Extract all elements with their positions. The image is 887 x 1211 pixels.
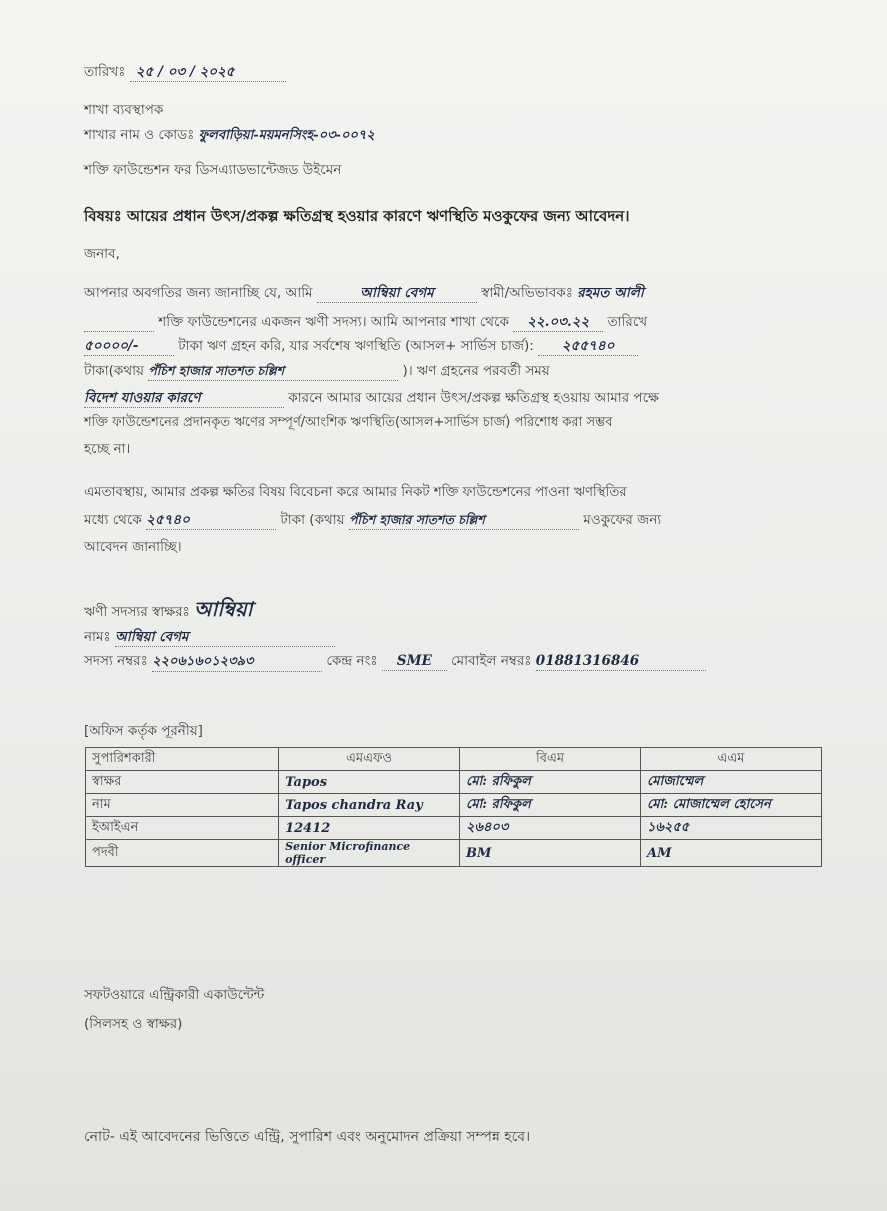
- balance-in-words: পঁচিশ হাজার সাতশত চল্লিশ: [148, 362, 398, 381]
- para1-line7: হচ্ছে না।: [84, 441, 131, 457]
- damage-reason: বিদেশ যাওয়ার কারণে: [84, 389, 284, 408]
- date-value: ২৫ / ০৩ / ২০২৫: [130, 63, 286, 82]
- office-heading: [অফিস কর্তৃক পূরনীয়]: [84, 723, 203, 739]
- branch-value: ফুলবাড়িয়া-ময়মনসিংহ-০৩-০০৭২: [198, 128, 375, 143]
- member-name: আম্বিয়া বেগম: [115, 628, 335, 647]
- member-signature: আম্বিয়া: [194, 597, 253, 621]
- para1-line5: [84, 389, 659, 408]
- mfo-ein: 12412: [279, 817, 460, 840]
- applicant-name: আম্বিয়া বেগম: [317, 284, 477, 303]
- accountant-line1: সফটওয়ারে এন্ট্রিকারী একাউন্টেন্ট: [84, 987, 265, 1003]
- para2-text-a: মধ্যে থেকে: [84, 512, 142, 528]
- branch-label: শাখার নাম ও কোডঃ: [84, 127, 195, 143]
- para1-text-g: )। ঋণ গ্রহনের পরবর্তী সময়: [402, 363, 550, 379]
- column-header-am: এএম: [641, 748, 822, 771]
- mobile-number: 01881316846: [536, 652, 706, 671]
- para2-text-c: মওকুফের জন্য: [583, 512, 662, 528]
- loan-balance: ২৫৫৭৪০: [538, 337, 638, 356]
- para2-line1: এমতাবস্থায়, আমার প্রকল্প ক্ষতির বিষয় বিবেচনা করে আমার নিকট শক্তি ফাউন্ডেশনের পাওনা ঋণস্থিতির: [84, 485, 627, 500]
- table-row: [86, 794, 822, 817]
- waive-amount: ২৫৭৪০: [146, 511, 276, 530]
- para1-line3: [84, 337, 638, 356]
- mfo-designation: Senior Microfinance officer: [279, 840, 460, 867]
- member-info-line: [84, 652, 706, 672]
- para2-line3: আবেদন জানাচ্ছি।: [84, 539, 182, 555]
- para1-text-b: স্বামী/অভিভাবকঃ: [481, 285, 573, 301]
- para1-text-f: টাকা(কথায়: [84, 363, 144, 379]
- office-table: [85, 747, 822, 867]
- table-row-label: সুপারিশকারী: [86, 748, 279, 771]
- subject-line: বিষয়ঃ আয়ের প্রধান উৎস/প্রকল্প ক্ষতিগ্রস্থ হওয়ার কারণে ঋণস্থিতি মওকুফের জন্য আবেদন।: [84, 207, 630, 225]
- para2-line2: [84, 511, 661, 530]
- column-header-bm: বিএম: [460, 748, 641, 771]
- organization-name: শক্তি ফাউন্ডেশন ফর ডিসএ্যাডভান্টেজড উইমেন: [84, 162, 342, 178]
- branch-line: [84, 126, 375, 145]
- loan-amount: ৫০০০০/-: [84, 337, 174, 356]
- mfo-signature: Tapos: [279, 771, 460, 794]
- table-row: [86, 817, 822, 840]
- bm-ein: ২৬৪০৩: [460, 817, 641, 840]
- para1-line2: [84, 313, 647, 332]
- am-signature: মোজাম্মেল: [641, 771, 822, 794]
- guardian-name: রহমত আলী: [577, 285, 644, 301]
- table-row-label: স্বাক্ষর: [86, 771, 279, 794]
- member-signature-line: [84, 597, 253, 621]
- table-row-label: পদবী: [86, 840, 279, 867]
- loan-date: ২২.০৩.২২: [513, 313, 603, 332]
- para1-text-a: আপনার অবগতির জন্য জানাচ্ছি যে, আমি: [84, 285, 313, 301]
- para2-text-b: টাকা (কথায়: [280, 512, 345, 528]
- bm-name: মো: রফিকুল: [460, 794, 641, 817]
- table-row-label: নাম: [86, 794, 279, 817]
- waive-in-words: পঁচিশ হাজার সাতশত চল্লিশ: [349, 511, 579, 530]
- para1-line1: [84, 284, 644, 303]
- para1-text-h: কারনে আমার আয়ের প্রধান উৎস/প্রকল্প ক্ষতিগ্রস্থ হওয়ায় আমার পক্ষে: [288, 390, 659, 406]
- accountant-line2: (সিলসহ ও স্বাক্ষর): [84, 1016, 183, 1032]
- member-name-label: নামঃ: [84, 629, 111, 645]
- center-number: SME: [382, 652, 447, 671]
- date-label: তারিখঃ: [84, 64, 126, 80]
- para1-line4: [84, 362, 550, 381]
- date-line: [84, 63, 286, 82]
- member-name-line: [84, 628, 335, 647]
- mobile-label: মোবাইল নম্বরঃ: [451, 653, 532, 669]
- blank-dots: [84, 313, 154, 332]
- am-ein: ১৬২৫৫: [641, 817, 822, 840]
- para1-text-c: শক্তি ফাউন্ডেশনের একজন ঋণী সদস্য। আমি আপনার শাখা থেকে: [158, 314, 509, 330]
- member-no-label: সদস্য নম্বরঃ: [84, 653, 148, 669]
- am-name: মো: মোজাম্মেল হোসেন: [641, 794, 822, 817]
- table-row: [86, 771, 822, 794]
- table-row-label: ইআইএন: [86, 817, 279, 840]
- column-header-mfo: এমএফও: [279, 748, 460, 771]
- table-header-row: [86, 748, 822, 771]
- member-number: ২২০৬১৬০১২৩৯৩: [152, 653, 322, 672]
- member-signature-label: ঋণী সদস্যর স্বাক্ষরঃ: [84, 604, 190, 620]
- bm-signature: মো: রফিকুল: [460, 771, 641, 794]
- para1-text-d: তারিখে: [607, 314, 648, 330]
- para1-text-e: টাকা ঋণ গ্রহন করি, যার সর্বশেষ ঋণস্থিতি (আসল+ সার্ভিস চার্জ):: [178, 338, 534, 354]
- bm-designation: BM: [460, 840, 641, 867]
- manager-line: শাখা ব্যবস্থাপক: [84, 102, 164, 118]
- center-no-label: কেন্দ্র নংঃ: [326, 653, 378, 669]
- am-designation: AM: [641, 840, 822, 867]
- mfo-name: Tapos chandra Ray: [279, 794, 460, 817]
- salutation: জনাব,: [84, 246, 120, 262]
- para1-line6: শক্তি ফাউন্ডেশনের প্রদানকৃত ঋণের সম্পূর্ণ/আংশিক ঋণস্থিতি(আসল+সার্ভিস চার্জ) পরিশোধ করা সম্ভব: [84, 415, 613, 430]
- table-row: [86, 840, 822, 867]
- footer-note: নোট- এই আবেদনের ভিত্তিতে এন্ট্রি, সুপারিশ এবং অনুমোদন প্রক্রিয়া সম্পন্ন হবে।: [84, 1129, 531, 1145]
